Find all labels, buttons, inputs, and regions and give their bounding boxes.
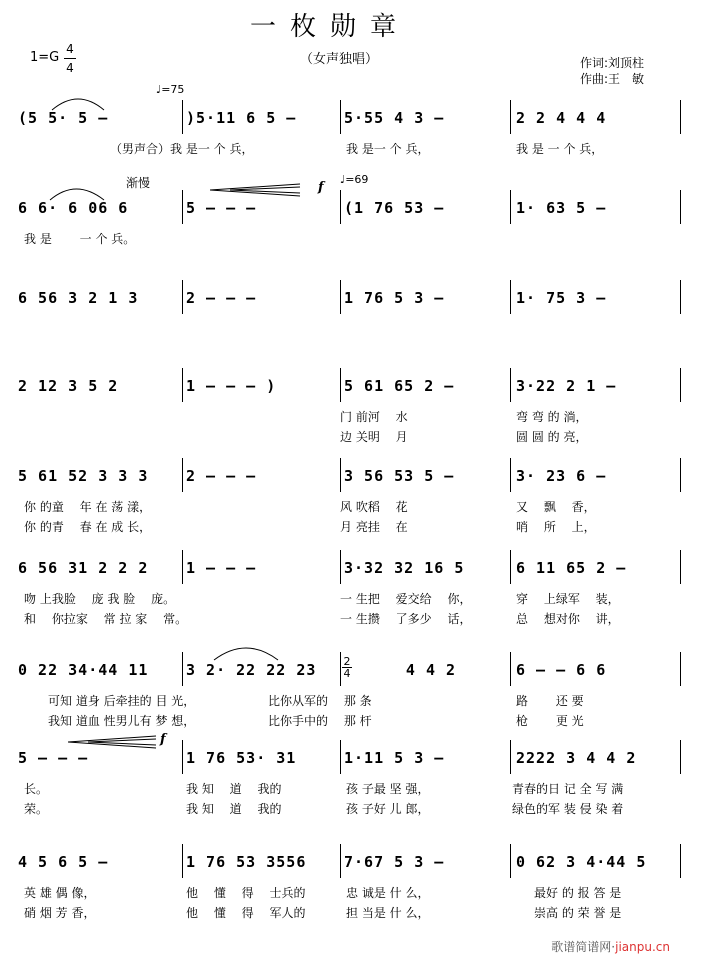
bar-line	[182, 844, 183, 878]
measure: 4 4 2	[405, 661, 457, 679]
lyric: 英 雄 偶 像，	[24, 886, 96, 900]
lyric: 忠 诚是 什 么，	[346, 886, 430, 900]
measure: 3· 23 6 —	[516, 467, 607, 485]
measure: 2 — — —	[186, 467, 257, 485]
measure: 1 76 53 3556	[186, 853, 307, 871]
bar-line	[340, 652, 341, 686]
measure: 2 2 4 4 4	[516, 109, 607, 127]
measure: 5 61 52 3 3 3	[18, 467, 149, 485]
bar-line	[510, 190, 511, 224]
lyric: 青春的日 记 全 写 满	[512, 782, 624, 796]
measure: 2 — — —	[186, 289, 257, 307]
measure: 7·67 5 3 —	[344, 853, 445, 871]
lyric: 穿 上绿军 装，	[516, 592, 620, 606]
lyric: 总 想对你 讲，	[516, 612, 620, 626]
music-line-6	[0, 556, 702, 626]
music-line-7	[0, 655, 702, 728]
lyric: 风 吹稻 花	[340, 500, 408, 514]
music-line-3	[0, 286, 702, 326]
measure: 6 6· 6 06 6	[18, 199, 129, 217]
lyric: 孩 子最 坚 强，	[346, 782, 430, 796]
lyric: 你 的童 年 在 荡 漾，	[24, 500, 152, 514]
measure: 2222 3 4 4 2	[516, 749, 637, 767]
measure: 3·22 2 1 —	[516, 377, 617, 395]
composer-credit: 作曲:王 敏	[580, 72, 645, 86]
lyric: 又 飘 香，	[516, 500, 596, 514]
bar-line	[340, 368, 341, 402]
measure: 6 56 3 2 1 3	[18, 289, 139, 307]
lyric: 长。	[24, 782, 49, 796]
measure: 3 56 53 5 —	[344, 467, 455, 485]
lyric: 我 知 道 我的	[186, 782, 282, 796]
lyric: 一 生把 爱交给 你，	[340, 592, 472, 606]
measure: 1 76 53· 31	[186, 749, 297, 767]
measure: 0 62 3 4·44 5	[516, 853, 647, 871]
lyric: 他 懂 得 军人的	[186, 906, 306, 920]
lyric: 哨 所 上，	[516, 520, 596, 534]
music-line-8	[0, 746, 702, 816]
bar-line	[340, 740, 341, 774]
bar-line	[510, 368, 511, 402]
lyric: 可知 道身 后牵挂的 目 光，	[48, 694, 196, 708]
key-signature: 1=G	[30, 50, 60, 65]
measure: 1 76 5 3 —	[344, 289, 445, 307]
measure: 1· 75 3 —	[516, 289, 607, 307]
measure: 5 61 65 2 —	[344, 377, 455, 395]
lyric: 荣。	[24, 802, 49, 816]
bar-line	[340, 550, 341, 584]
bar-line	[680, 844, 681, 878]
music-line-2	[0, 196, 702, 246]
bar-line	[182, 280, 183, 314]
lyric: 我知 道血 性男儿有 梦 想，	[48, 714, 196, 728]
measure: 1·11 5 3 —	[344, 749, 445, 767]
lyric: 枪 更 光	[516, 714, 584, 728]
lyricist-credit: 作词:刘顶柱	[580, 56, 645, 70]
measure: 3·32 32 16 5	[344, 559, 465, 577]
lyric: 硝 烟 芳 香，	[24, 906, 96, 920]
bar-line	[680, 740, 681, 774]
bar-line	[510, 844, 511, 878]
lyric: 吻 上我脸 庞 我 脸 庞。	[24, 592, 176, 606]
ritardando-marking: 渐慢	[126, 176, 151, 190]
bar-line	[680, 100, 681, 134]
lyric: 圆 圆 的 亮，	[516, 430, 588, 444]
bar-line	[340, 190, 341, 224]
tempo-marking: ♩=75	[156, 83, 185, 96]
measure: 5 — — —	[186, 199, 257, 217]
bar-line	[182, 652, 183, 686]
measure: 2 12 3 5 2	[18, 377, 119, 395]
lyric: 路 还 要	[516, 694, 584, 708]
bar-line	[182, 368, 183, 402]
bar-line	[680, 652, 681, 686]
bar-line	[340, 280, 341, 314]
bar-line	[510, 740, 511, 774]
measure: 6 11 65 2 —	[516, 559, 627, 577]
dynamic-forte: f	[318, 180, 324, 195]
bar-line	[340, 458, 341, 492]
bar-line	[510, 100, 511, 134]
lyric: 月 亮挂 在	[340, 520, 408, 534]
measure: 5 — — —	[18, 749, 89, 767]
bar-line	[680, 458, 681, 492]
time-signature-change: 2 4	[343, 655, 351, 680]
site-watermark: 歌谱简谱网·jianpu.cn	[551, 940, 670, 954]
dynamic-forte-2: f	[160, 732, 166, 747]
lyric: 你 的青 春 在 成 长，	[24, 520, 152, 534]
music-line-5	[0, 464, 702, 534]
lyric: 比你手中的 那 杆	[268, 714, 372, 728]
subtitle: （女声独唱）	[300, 52, 379, 67]
bar-line	[182, 190, 183, 224]
bar-line	[510, 550, 511, 584]
lyric: 我 是一 个 兵，	[346, 142, 430, 156]
measure: 1 — — —	[186, 559, 257, 577]
measure: 6 56 31 2 2 2	[18, 559, 149, 577]
bar-line	[340, 844, 341, 878]
lyric: 我 知 道 我的	[186, 802, 282, 816]
bar-line	[680, 190, 681, 224]
tempo-marking-2: ♩=69	[340, 173, 369, 186]
measure: 0 22 34·44 11	[18, 661, 149, 679]
lyric: 和 你拉家 常 拉 家 常。	[24, 612, 188, 626]
music-line-9	[0, 850, 702, 920]
lyric: （男声合）我 是一 个 兵，	[110, 142, 254, 156]
measure: 4 5 6 5 —	[18, 853, 109, 871]
measure: 1 — — — )	[186, 377, 277, 395]
lyric: 边 关明 月	[340, 430, 408, 444]
lyric: 绿色的军 装 侵 染 着	[512, 802, 624, 816]
measure: (1 76 53 —	[344, 199, 445, 217]
lyric: 比你从军的 那 条	[268, 694, 372, 708]
lyric: 我 是 一 个 兵。	[24, 232, 136, 246]
lyric: 一 生攒 了多少 话，	[340, 612, 472, 626]
bar-line	[510, 280, 511, 314]
bar-line	[182, 740, 183, 774]
measure: 5·55 4 3 —	[344, 109, 445, 127]
measure: 1· 63 5 —	[516, 199, 607, 217]
lyric: 门 前河 水	[340, 410, 408, 424]
lyric: 他 懂 得 士兵的	[186, 886, 306, 900]
bar-line	[182, 458, 183, 492]
lyric: 弯 弯 的 淌，	[516, 410, 588, 424]
lyric: 崇高 的 荣 誉 是	[534, 906, 622, 920]
lyric: 我 是 一 个 兵，	[516, 142, 604, 156]
measure: 6 — — 6 6	[516, 661, 607, 679]
lyric: 最好 的 报 答 是	[534, 886, 622, 900]
measure: )5·11 6 5 —	[186, 109, 297, 127]
time-signature: 4 4	[64, 42, 76, 75]
lyric: 孩 子好 儿 郎，	[346, 802, 430, 816]
bar-line	[182, 550, 183, 584]
song-title: 一枚勋章	[249, 12, 410, 42]
music-line-1	[0, 106, 702, 156]
bar-line	[182, 100, 183, 134]
measure: 3 2· 22 22 23	[186, 661, 317, 679]
music-line-4	[0, 374, 702, 444]
measure: (5 5· 5 —	[18, 109, 109, 127]
bar-line	[680, 550, 681, 584]
bar-line	[680, 280, 681, 314]
lyric: 担 当是 什 么，	[346, 906, 430, 920]
bar-line	[510, 652, 511, 686]
bar-line	[510, 458, 511, 492]
bar-line	[680, 368, 681, 402]
bar-line	[340, 100, 341, 134]
